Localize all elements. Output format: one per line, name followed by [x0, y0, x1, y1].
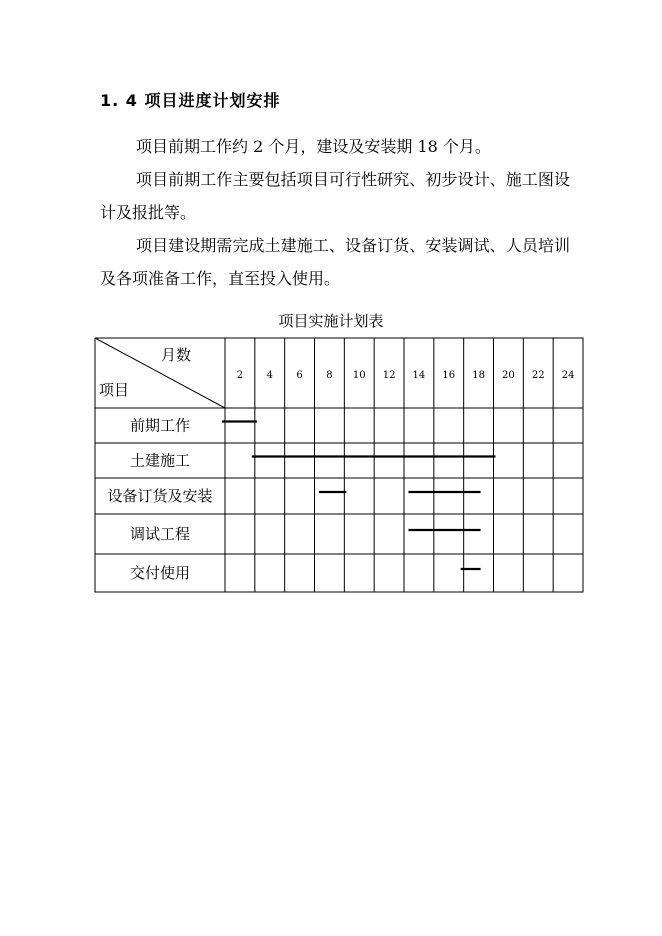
month-label: 4 — [266, 370, 273, 381]
section-heading: 1. 4 项目进度计划安排 — [100, 91, 281, 110]
month-label: 22 — [531, 370, 545, 381]
paragraph: 项目前期工作主要包括项目可行性研究、初步设计、施工图设计及报批等。 — [100, 170, 570, 222]
month-label: 18 — [472, 370, 485, 381]
month-label: 20 — [502, 370, 515, 381]
row-label: 交付使用 — [129, 564, 191, 582]
month-label: 2 — [236, 370, 244, 381]
header-months-label: 月数 — [160, 346, 192, 364]
row-label: 土建施工 — [129, 451, 191, 470]
row-label: 前期工作 — [129, 416, 191, 435]
month-label: 16 — [442, 370, 456, 381]
header-items-label: 项目 — [98, 381, 130, 399]
month-label: 6 — [296, 370, 303, 381]
month-label: 8 — [326, 370, 333, 381]
month-label: 10 — [352, 370, 366, 381]
row-label: 调试工程 — [129, 525, 191, 543]
row-label: 设备订货及安装 — [107, 487, 213, 505]
month-label: 14 — [412, 370, 426, 381]
paragraph: 项目前期工作约 2 个月，建设及安装期 18 个月。 — [136, 137, 491, 156]
month-label: 12 — [382, 370, 396, 381]
paragraph: 项目建设期需完成土建施工、设备订货、安装调试、人员培训及各项准备工作，直至投入使用。 — [100, 236, 570, 288]
table-title: 项目实施计划表 — [278, 312, 384, 330]
month-label: 24 — [561, 370, 575, 381]
